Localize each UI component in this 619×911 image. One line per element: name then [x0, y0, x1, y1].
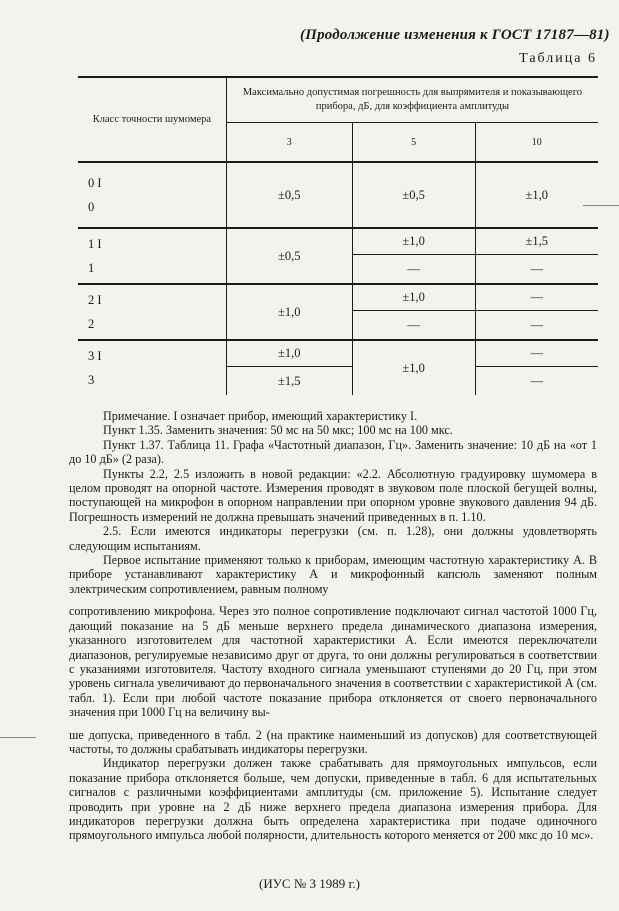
- class-label: 3 I: [88, 349, 102, 363]
- value-cell: —: [352, 255, 475, 284]
- value-cell: —: [475, 255, 598, 284]
- class-cell: [78, 228, 226, 284]
- value-cell: ±0,5: [226, 228, 352, 284]
- value-cell: —: [475, 284, 598, 311]
- paragraph: Пункты 2.2, 2.5 изложить в новой редакции: «2.2. Абсолютную градуировку шумомера в целом проводят на опорной частоте. Измерения проводят в звуковом поле плоской бегущей волны, поступающей на микрофон в опорном направлении при опорном уровне звукового давления 94 дБ. Погрешность измерений не должна превышать значений приведенных в п. 1.10.: [69, 466, 597, 524]
- paragraph: Первое испытание применяют только к приборам, имеющим частотную характеристику А. В приборе устанавливают характеристику А и микрофонный капсюль заменяют полным электрическим сопротивлением, равным полному: [69, 553, 597, 596]
- table-row: [78, 284, 598, 311]
- class-cell: [78, 340, 226, 395]
- page-header: (Продолжение изменения к ГОСТ 17187—81): [300, 27, 610, 43]
- col-header-5: 5: [352, 123, 475, 163]
- paragraph: 2.5. Если имеются индикаторы перегрузки (см. п. 1.28), они должны удовлетворять следующим испытаниям.: [69, 524, 597, 553]
- value-cell: —: [352, 311, 475, 340]
- col-header-3: 3: [226, 123, 352, 163]
- paragraph: сопротивлению микрофона. Через это полное сопротивление подключают сигнал частотой 1000 Гц, дающий показание на 5 дБ меньше верхнего предела динамического диапазона измерения, указанного изготовителем для частотной характеристики А. Если имеются переключатели диапазонов, регулируемые независимо друг от друга, то они должны регулироваться в соответствии с указаниями изготовителя. Частоту входного сигнала уменьшают ступенями до 20 Гц, при этом уровень сигнала увеличивают до первоначального значения в соответствии с характеристикой А (см. табл. 1). Если при любой частоте показание прибора отклоняется от своего первоначального значения при 1000 Гц на величину вы-: [69, 604, 597, 720]
- value-cell: ±1,0: [352, 340, 475, 395]
- value-cell: ±1,0: [352, 228, 475, 255]
- class-header: Класс точности шумомера: [78, 77, 226, 162]
- body-text: [69, 409, 597, 843]
- col-header-10: 10: [475, 123, 598, 163]
- value-cell: ±1,5: [226, 367, 352, 395]
- value-cell: —: [475, 340, 598, 367]
- class-cell: [78, 284, 226, 340]
- table-6: [78, 76, 598, 395]
- class-label: 2: [88, 317, 95, 331]
- class-label: 1: [88, 261, 95, 275]
- value-cell: ±0,5: [352, 162, 475, 228]
- class-label: 0: [88, 200, 95, 214]
- margin-mark: [0, 737, 36, 738]
- class-label: 1 I: [88, 237, 102, 251]
- class-cell: [78, 162, 226, 228]
- table-row: [78, 162, 598, 228]
- paragraph: ше допуска, приведенного в табл. 2 (на практике наименьший из допусков) для соответствующей частоты, то должны срабатывать индикаторы перегрузки.: [69, 727, 597, 756]
- value-cell: ±1,0: [226, 284, 352, 340]
- paragraph: Пункт 1.35. Заменить значения: 50 мс на 50 мкс; 100 мс на 100 мкс.: [103, 423, 453, 438]
- paragraph: Пункт 1.37. Таблица 11. Графа «Частотный диапазон, Гц». Заменить значение: 10 дБ на «от 1 до 10 дБ» (2 раза).: [69, 437, 597, 467]
- table-row: [78, 228, 598, 255]
- table-caption: Таблица 6: [519, 51, 597, 66]
- note-paragraph: Примечание. I означает прибор, имеющий характеристику I.: [103, 409, 418, 423]
- value-cell: —: [475, 311, 598, 340]
- table-row: [78, 340, 598, 367]
- error-header: Максимально допустимая погрешность для выпрямителя и показывающего прибора, дБ, для коэффициента амплитуды: [226, 77, 598, 123]
- value-cell: ±1,0: [226, 340, 352, 367]
- value-cell: ±1,0: [475, 162, 598, 228]
- value-cell: ±0,5: [226, 162, 352, 228]
- value-cell: ±1,5: [475, 228, 598, 255]
- value-cell: —: [475, 367, 598, 395]
- value-cell: ±1,0: [352, 284, 475, 311]
- page-footer: (ИУС № 3 1989 г.): [259, 876, 360, 891]
- class-label: 2 I: [88, 293, 102, 307]
- class-label: 0 I: [88, 176, 102, 190]
- paragraph: Индикатор перегрузки должен также срабатывать для прямоугольных импульсов, если показание прибора отклоняется больше, чем допуски, приведенные в табл. 6 для испытательных сигналов с различными коэффициентами амплитуды (см. приложение 5). Испытание следует проводить при уровне на 2 дБ ниже верхнего предела диапазона измерения прибора. Для индикаторов перегрузки должна быть определена характеристика при подаче одиночного прямоугольного импульса любой полярности, длительность которого меняется от 200 мкс до 10 мс».: [69, 756, 597, 843]
- margin-mark: [583, 205, 619, 206]
- class-label: 3: [88, 373, 95, 387]
